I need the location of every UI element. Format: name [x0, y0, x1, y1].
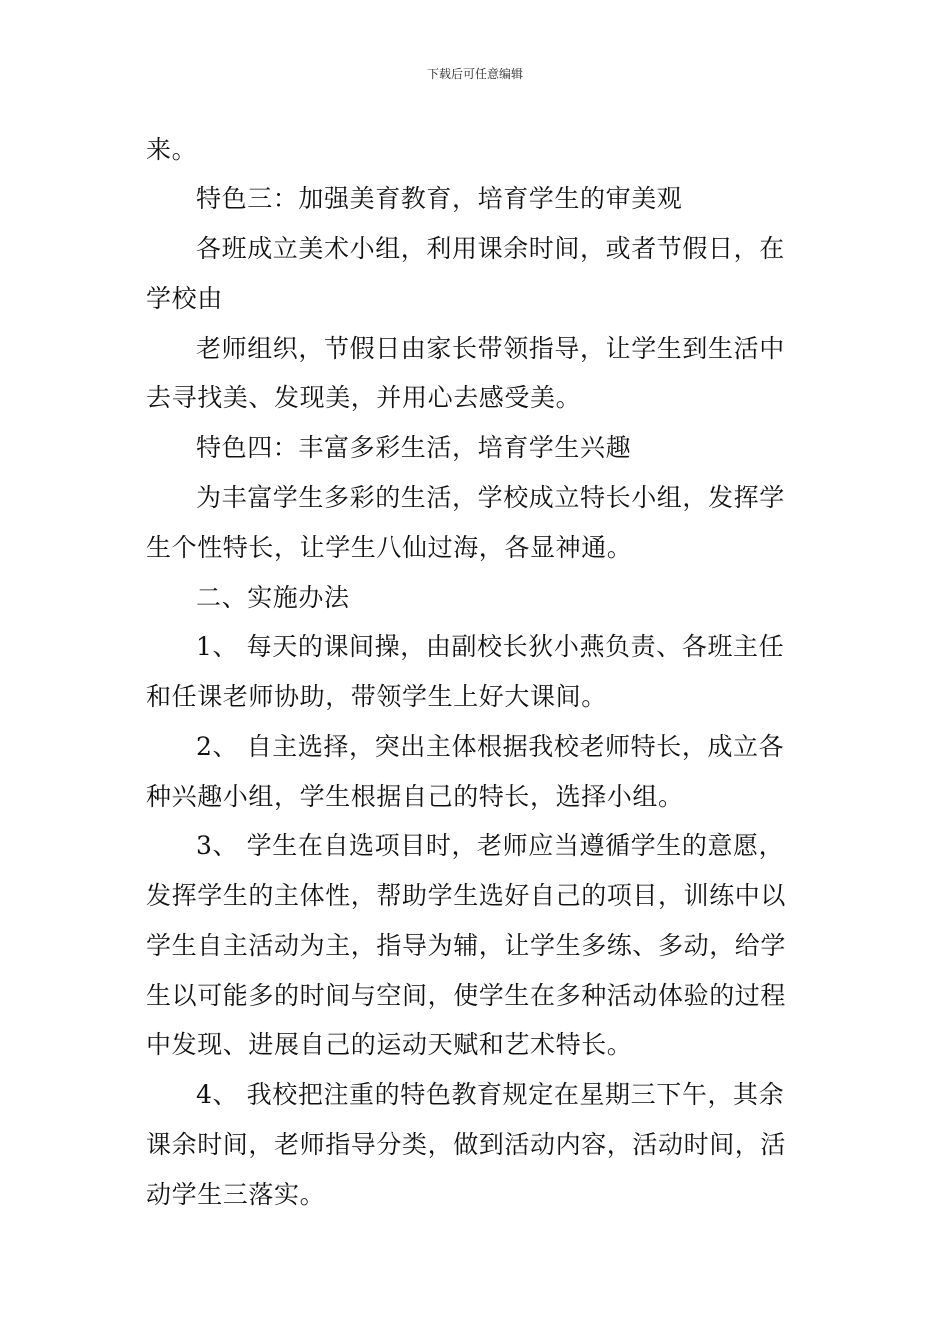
text-line: 中发现、进展自己的运动天赋和艺术特长。 [146, 1030, 633, 1059]
text-line: 特色四：丰富多彩生活，培育学生兴趣 [196, 433, 632, 462]
text-line: 2、 自主选择，突出主体根据我校老师特长，成立各 [196, 732, 785, 761]
text-line: 发挥学生的主体性，帮助学生选好自己的项目，训练中以 [146, 881, 787, 910]
text-line: 学生自主活动为主，指导为辅，让学生多练、多动，给学 [146, 931, 787, 960]
text-line: 3、 学生在自选项目时，老师应当遵循学生的意愿， [196, 831, 785, 860]
text-line: 课余时间，老师指导分类，做到活动内容，活动时间，活 [146, 1130, 787, 1159]
text-line: 动学生三落实。 [146, 1180, 326, 1209]
text-line: 去寻找美、发现美，并用心去感受美。 [146, 383, 582, 412]
text-line: 4、 我校把注重的特色教育规定在星期三下午，其余 [196, 1080, 785, 1109]
text-line: 特色三：加强美育教育，培育学生的审美观 [196, 184, 683, 213]
text-line: 生个性特长，让学生八仙过海，各显神通。 [146, 533, 633, 562]
text-line: 为丰富学生多彩的生活，学校成立特长小组，发挥学 [196, 483, 785, 512]
text-line: 来。 [146, 135, 198, 164]
text-line: 二、实施办法 [196, 583, 350, 612]
text-line: 老师组织，节假日由家长带领指导，让学生到生活中 [196, 334, 785, 363]
text-line: 种兴趣小组，学生根据自己的特长，选择小组。 [146, 782, 684, 811]
text-line: 1、 每天的课间操，由副校长狄小燕负责、各班主任 [196, 632, 785, 661]
page-header: 下载后可任意编辑 [426, 67, 523, 81]
text-line: 和任课老师协助，带领学生上好大课间。 [146, 682, 607, 711]
text-line: 生以可能多的时间与空间，使学生在多种活动体验的过程 [146, 981, 787, 1010]
text-line: 各班成立美术小组，利用课余时间，或者节假日，在 [196, 234, 785, 263]
text-line: 学校由 [146, 284, 223, 313]
